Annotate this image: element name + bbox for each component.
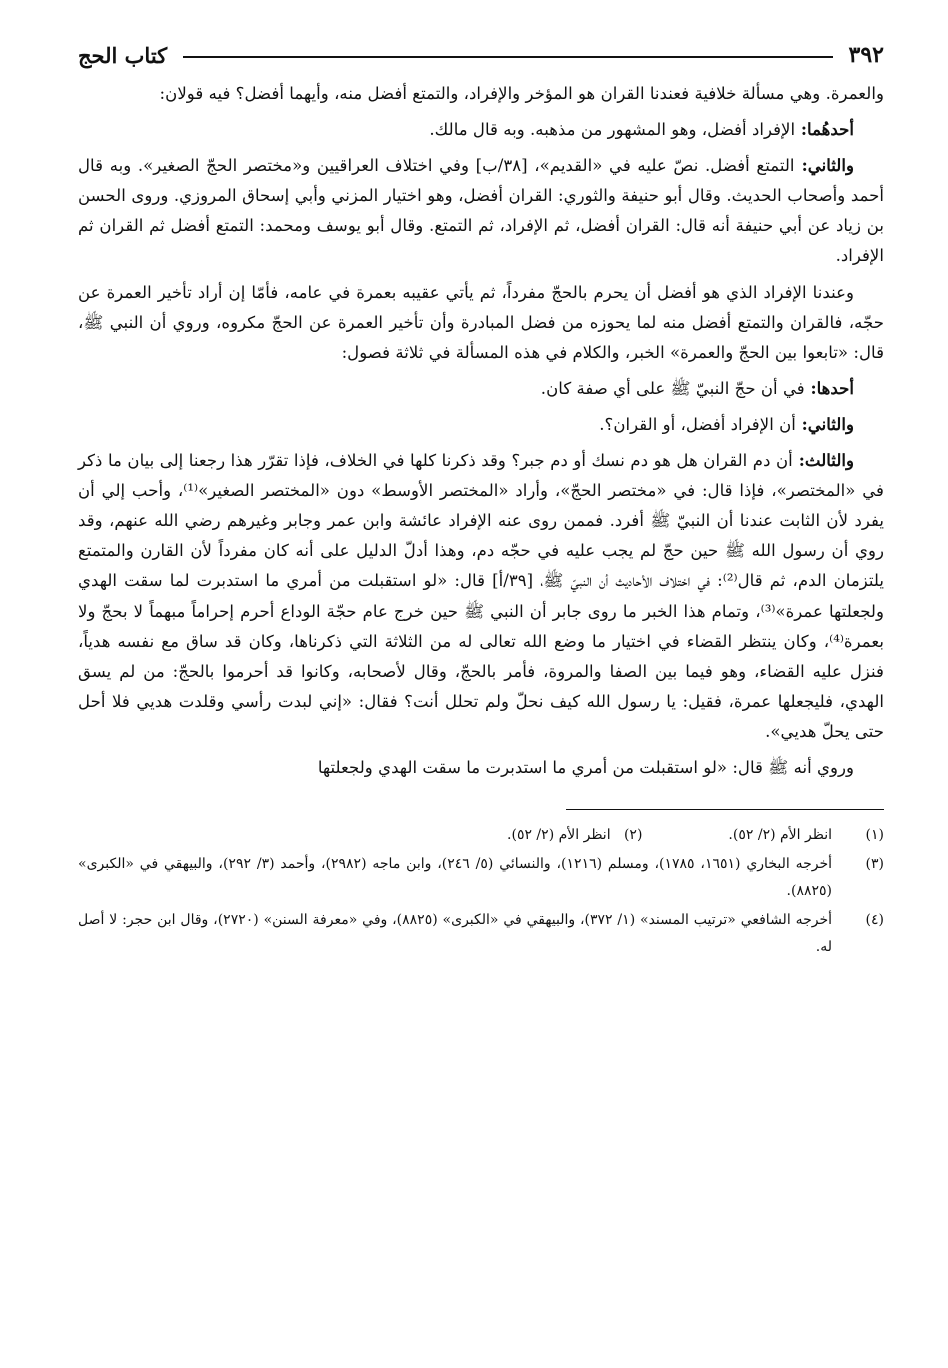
footnote-number: (٤) [865, 912, 884, 929]
paragraph [78, 114, 884, 145]
footnote-row-1-2 [78, 822, 884, 849]
paragraph [78, 373, 884, 404]
footnote-text: أخرجه الشافعي «ترتيب المسند» (١/ ٣٧٢)، والبيهقي في «الكبرى» (٨٨٢٥)، وفي «معرفة السنن» (٢٧٢٠)، وقال ابن حجر: لا أصل له. [78, 912, 833, 956]
footnote-row [78, 907, 884, 961]
paragraph-text: والعمرة. وهي مسألة خلافية فعندنا القران هو المؤخر والإفراد، والتمتع أفضل منه، وأيهما أفضل؟ فيه قولان: [159, 84, 884, 103]
footnotes [78, 822, 884, 961]
paragraph-text: أن الإفراد أفضل، أو القران؟. [599, 414, 796, 434]
paragraph [78, 277, 884, 368]
paragraph [78, 78, 884, 109]
running-title: كتاب الحج [78, 42, 168, 68]
paragraph-lead: والثاني: [795, 413, 854, 434]
footnote-text: انظر الأم (٢/ ٥٢). [728, 827, 832, 844]
paragraph-text: في أن حجّ النبيّ ﷺ على أي صفة كان. [540, 378, 805, 398]
paragraph-text: وروي أنه ﷺ قال: «لو استقبلت من أمري ما استدبرت ما سقت الهدي ولجعلتها [317, 757, 854, 777]
footnote-second [507, 822, 642, 849]
book-page [78, 38, 884, 961]
paragraph [78, 150, 884, 271]
paragraph [78, 409, 884, 440]
footnote-rule [566, 809, 884, 810]
paragraph-text: الإفراد أفضل، وهو المشهور من مذهبه. وبه قال مالك. [429, 120, 796, 140]
body-text [78, 78, 884, 783]
paragraph-lead: أحدها: [804, 377, 854, 398]
footnote-text: انظر الأم (٢/ ٥٢). [507, 827, 611, 844]
footnote-number: (١) [865, 827, 884, 844]
page-number: ٣٩٢ [848, 42, 884, 68]
paragraph-text: وعندنا الإفراد الذي هو أفضل أن يحرم بالحجّ مفرداً، ثم يأتي عقيبه بعمرة في عامه، فأمّا إن أراد تأخير العمرة عن حجّه، فالقران والتمتع أفضل منه لما يحوزه من فضل المبادرة وأن تأخير العمرة عن الحجّ مكروه، وروي أن النبي ﷺ، قال: «تابعوا بين الحجّ والعمرة» الخبر، والكلام في هذه المسألة في ثلاثة فصول: [78, 282, 884, 362]
paragraph-text: التمتع أفضل. نصّ عليه في «القديم»، [٣٨/ب] وفي اختلاف العراقيين و«مختصر الحجّ الصغير». وبه قال أحمد وأصحاب الحديث. وقال أبو حنيفة والثوري: القران أفضل، وهو اختيار المزني وأبي إسحاق المروزي. وروى الحسن بن زياد عن أبي حنيفة أنه قال: القران أفضل، ثم الإفراد، ثم التمتع. وقال أبو يوسف ومحمد: التمتع أفضل ثم القران ثم الإفراد. [78, 156, 884, 266]
paragraph-lead: والثاني: [794, 155, 854, 176]
footnote-pair [78, 822, 832, 849]
footnote-number: (٢) [623, 827, 643, 844]
paragraph [78, 445, 884, 747]
footnote-text: أخرجه البخاري (١٦٥١، ١٧٨٥)، ومسلم (١٢١٦)، والنسائي (٥/ ٢٤٦)، وابن ماجه (٢٩٨٢)، وأحمد (٣/ ٢٩٢)، والبيهقي في «الكبرى» (٨٨٢٥). [78, 856, 833, 900]
paragraph [78, 752, 884, 783]
footnote-number: (٣) [865, 856, 884, 873]
footnote-row [78, 851, 884, 905]
header-rule [183, 56, 832, 58]
paragraph-text: أن دم القران هل هو دم نسك أو دم جبر؟ وقد ذكرنا كلها في الخلاف، فإذا تقرّر هذا رجعنا إلى بيان ما ذكر في «المختصر»، فإذا قال: في «مختصر الحجّ»، وأراد «المختصر الأوسط» دون «المختصر الصغير»⁽¹⁾، وأحب إلي أن يفرد لأن الثابت عندنا أن النبيّ ﷺ أفرد. فممن روى عنه الإفراد عائشة وابن عمر وجابر وغيرهم رضي الله عنهم، وقد روي أن رسول الله ﷺ حين حجّ لم يجب عليه في حجّه دم، وهذا أدلّ الدليل على أنه كان مفرداً لأن القارن والمتمتع يلتزمان الدم، ثم قال⁽²⁾: في اختلاف الأحاديث أن النبيّ ﷺ، [٣٩/أ] قال: «لو استقبلت من أمري ما استدبرت لما سقت الهدي ولجعلتها عمرة»⁽³⁾، وتمام هذا الخبر ما روى جابر أن النبي ﷺ حين خرج عام حجّة الوداع أحرم إحراماً مبهماً لا بحجّ ولا بعمرة⁽⁴⁾، وكان ينتظر القضاء في اختيار ما وضع الله تعالى له من الثلاثة التي ذكرناها، وكان قد ساق مع نفسه هدياً، فنزل عليه القضاء، وهو فيما بين الصفا والمروة، فأمر بالحجّ، وقال لأصحابه، وكانوا قد أحرموا بالحجّ: من لم يسق الهدي، فليجعلها عمرة، فقيل: يا رسول الله كيف نحلّ ولم تحلل أنت؟ فقال: «إني لبدت رأسي وقلدت هديي فلا أحل حتى يحلّ هديي». [78, 451, 884, 741]
paragraph-lead: والثالث: [792, 450, 854, 471]
paragraph-lead: أحدهُما: [795, 119, 854, 140]
page-header [78, 38, 884, 72]
